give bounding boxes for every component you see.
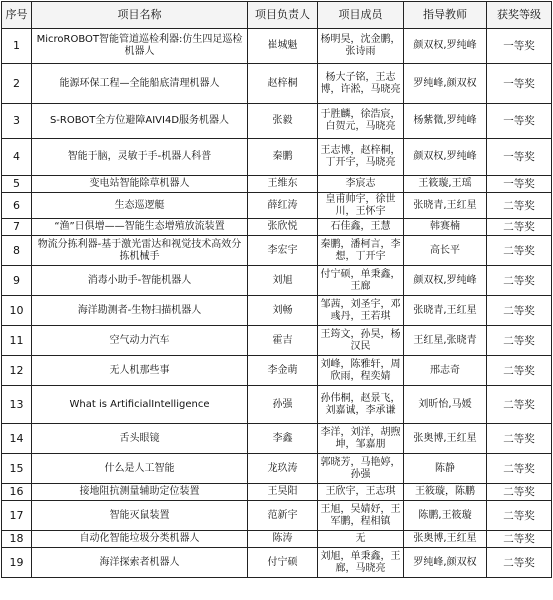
cell-advisor: 韩赛楠 xyxy=(404,219,487,236)
cell-award-level: 二等奖 xyxy=(487,356,552,386)
cell-index: 1 xyxy=(2,29,32,64)
cell-project-name: 消毒小助手-智能机器人 xyxy=(32,266,248,296)
cell-project-members: 付宁硕，单秉鑫，王廊 xyxy=(318,266,404,296)
cell-award-level: 一等奖 xyxy=(487,176,552,193)
cell-advisor: 张晓青,王红星 xyxy=(404,296,487,326)
cell-project-leader: 薛红涛 xyxy=(248,193,318,219)
cell-advisor: 罗纯峰,颜双权 xyxy=(404,548,487,578)
cell-index: 17 xyxy=(2,501,32,531)
cell-project-name: 接地阻抗测量辅助定位装置 xyxy=(32,484,248,501)
cell-project-name: 自动化智能垃圾分类机器人 xyxy=(32,531,248,548)
cell-index: 9 xyxy=(2,266,32,296)
cell-advisor: 杨紫微,罗纯峰 xyxy=(404,104,487,139)
cell-advisor: 邢志奇 xyxy=(404,356,487,386)
cell-award-level: 二等奖 xyxy=(487,424,552,454)
cell-project-leader: 孙强 xyxy=(248,386,318,424)
cell-project-members: 于胜麟，徐浩宸，白贺元，马晓亮 xyxy=(318,104,404,139)
cell-project-name: 舌头眼镜 xyxy=(32,424,248,454)
cell-award-level: 二等奖 xyxy=(487,219,552,236)
cell-index: 12 xyxy=(2,356,32,386)
table-row xyxy=(2,139,552,176)
table-row xyxy=(2,548,552,578)
cell-award-level: 二等奖 xyxy=(487,548,552,578)
table-row xyxy=(2,531,552,548)
cell-advisor: 张奥博,王红星 xyxy=(404,424,487,454)
cell-project-leader: 范新宇 xyxy=(248,501,318,531)
cell-project-members: 郭晓芳，马艳婷，孙强 xyxy=(318,454,404,484)
cell-project-name: 空气动力汽车 xyxy=(32,326,248,356)
cell-advisor: 张晓青,王红星 xyxy=(404,193,487,219)
cell-advisor: 罗纯峰,颜双权 xyxy=(404,64,487,104)
cell-award-level: 二等奖 xyxy=(487,236,552,266)
table-row xyxy=(2,296,552,326)
table-row xyxy=(2,484,552,501)
table-row xyxy=(2,29,552,64)
cell-project-name: 变电站智能除草机器人 xyxy=(32,176,248,193)
cell-project-name: 智能于脑，灵敏于手-机器人科普 xyxy=(32,139,248,176)
cell-advisor: 刘昕怡,马媛 xyxy=(404,386,487,424)
cell-advisor: 颜双权,罗纯峰 xyxy=(404,29,487,64)
cell-project-leader: 李金萌 xyxy=(248,356,318,386)
cell-advisor: 颜双权,罗纯峰 xyxy=(404,266,487,296)
cell-project-leader: 霍吉 xyxy=(248,326,318,356)
cell-project-leader: 李鑫 xyxy=(248,424,318,454)
cell-index: 19 xyxy=(2,548,32,578)
cell-project-leader: 付宁硕 xyxy=(248,548,318,578)
cell-award-level: 二等奖 xyxy=(487,326,552,356)
cell-project-name: 能源环保工程—全能船底清理机器人 xyxy=(32,64,248,104)
cell-project-name: 海洋探索者机器人 xyxy=(32,548,248,578)
cell-index: 4 xyxy=(2,139,32,176)
cell-index: 11 xyxy=(2,326,32,356)
cell-index: 16 xyxy=(2,484,32,501)
cell-advisor: 王红星,张晓青 xyxy=(404,326,487,356)
cell-project-leader: 张欣悦 xyxy=(248,219,318,236)
cell-award-level: 二等奖 xyxy=(487,484,552,501)
cell-project-leader: 崔城魁 xyxy=(248,29,318,64)
cell-project-leader: 赵梓桐 xyxy=(248,64,318,104)
cell-index: 7 xyxy=(2,219,32,236)
cell-award-level: 二等奖 xyxy=(487,454,552,484)
cell-index: 2 xyxy=(2,64,32,104)
cell-project-name: S-ROBOT全方位避障AIVI4D服务机器人 xyxy=(32,104,248,139)
header-project-leader: 项目负责人 xyxy=(248,2,318,29)
cell-index: 13 xyxy=(2,386,32,424)
cell-project-name: 物流分拣利器-基于激光雷达和视觉技术高效分拣机械手 xyxy=(32,236,248,266)
cell-award-level: 二等奖 xyxy=(487,193,552,219)
cell-project-members: 石佳鑫，王慧 xyxy=(318,219,404,236)
cell-project-members: 无 xyxy=(318,531,404,548)
cell-project-leader: 刘畅 xyxy=(248,296,318,326)
cell-index: 8 xyxy=(2,236,32,266)
table-row xyxy=(2,501,552,531)
cell-project-name: 无人机那些事 xyxy=(32,356,248,386)
cell-award-level: 二等奖 xyxy=(487,296,552,326)
cell-index: 14 xyxy=(2,424,32,454)
cell-project-members: 皇甫帅宇，徐世川，王怀宇 xyxy=(318,193,404,219)
cell-award-level: 二等奖 xyxy=(487,266,552,296)
cell-project-name: 什么是人工智能 xyxy=(32,454,248,484)
cell-index: 5 xyxy=(2,176,32,193)
cell-project-name: 生态巡逻艇 xyxy=(32,193,248,219)
cell-project-members: 杨大子铭，王志博，许淞，马晓亮 xyxy=(318,64,404,104)
cell-award-level: 二等奖 xyxy=(487,386,552,424)
table-row xyxy=(2,236,552,266)
cell-index: 18 xyxy=(2,531,32,548)
cell-advisor: 高长平 xyxy=(404,236,487,266)
cell-advisor: 陈静 xyxy=(404,454,487,484)
cell-index: 10 xyxy=(2,296,32,326)
cell-advisor: 王筱璇，陈鹏 xyxy=(404,484,487,501)
cell-index: 3 xyxy=(2,104,32,139)
awards-table xyxy=(1,1,552,578)
cell-project-members: 李宸志 xyxy=(318,176,404,193)
cell-project-name: “渔”日俱增——智能生态增殖放流装置 xyxy=(32,219,248,236)
table-row xyxy=(2,356,552,386)
cell-project-name: 智能灭鼠装置 xyxy=(32,501,248,531)
header-advisor: 指导教师 xyxy=(404,2,487,29)
table-row xyxy=(2,454,552,484)
cell-advisor: 颜双权,罗纯峰 xyxy=(404,139,487,176)
cell-project-members: 刘峰，陈雅轩，周欣雨，程奕婧 xyxy=(318,356,404,386)
cell-award-level: 一等奖 xyxy=(487,64,552,104)
table-row xyxy=(2,386,552,424)
cell-project-members: 刘旭，单秉鑫，王廊，马晓亮 xyxy=(318,548,404,578)
cell-project-leader: 王维东 xyxy=(248,176,318,193)
cell-project-name: What is ArtificialIntelligence xyxy=(32,386,248,424)
cell-advisor: 王筱璇,王瑶 xyxy=(404,176,487,193)
table-row xyxy=(2,176,552,193)
cell-project-leader: 王昊阳 xyxy=(248,484,318,501)
cell-project-leader: 秦鹏 xyxy=(248,139,318,176)
cell-award-level: 一等奖 xyxy=(487,104,552,139)
cell-project-members: 孙伟桐，赵景飞，刘嘉诚，李承谦 xyxy=(318,386,404,424)
table-row xyxy=(2,219,552,236)
table-body xyxy=(2,29,552,578)
cell-project-leader: 李宏宇 xyxy=(248,236,318,266)
table-row xyxy=(2,193,552,219)
cell-project-members: 王筠文，孙昊，杨汉民 xyxy=(318,326,404,356)
cell-project-name: 海洋勘测者-生物扫描机器人 xyxy=(32,296,248,326)
cell-award-level: 一等奖 xyxy=(487,29,552,64)
cell-project-name: MicroROBOT智能管道巡检利器:仿生四足巡检机器人 xyxy=(32,29,248,64)
header-project-members: 项目成员 xyxy=(318,2,404,29)
cell-project-members: 王欣宇，王志琪 xyxy=(318,484,404,501)
header-award-level: 获奖等级 xyxy=(487,2,552,29)
cell-award-level: 二等奖 xyxy=(487,501,552,531)
cell-project-members: 王旭，吴婧妤，王军鹏，程相镇 xyxy=(318,501,404,531)
cell-index: 15 xyxy=(2,454,32,484)
cell-advisor: 张奥博,王红星 xyxy=(404,531,487,548)
header-project-name: 项目名称 xyxy=(32,2,248,29)
cell-award-level: 一等奖 xyxy=(487,139,552,176)
table-row xyxy=(2,326,552,356)
table-row xyxy=(2,266,552,296)
table-header-row xyxy=(2,2,552,29)
cell-project-leader: 张毅 xyxy=(248,104,318,139)
cell-project-members: 秦鹏，潘柯言，李想，丁开宇 xyxy=(318,236,404,266)
cell-project-members: 李洋，刘洋，胡煦坤，邹嘉朋 xyxy=(318,424,404,454)
header-index: 序号 xyxy=(2,2,32,29)
table-row xyxy=(2,64,552,104)
cell-project-leader: 刘旭 xyxy=(248,266,318,296)
cell-project-members: 邹茜，刘圣宇，邓彧丹，王若琪 xyxy=(318,296,404,326)
table-row xyxy=(2,424,552,454)
cell-advisor: 陈鹏,王筱璇 xyxy=(404,501,487,531)
cell-award-level: 二等奖 xyxy=(487,531,552,548)
cell-index: 6 xyxy=(2,193,32,219)
cell-project-members: 王志博，赵梓桐，丁开宇，马晓亮 xyxy=(318,139,404,176)
table-row xyxy=(2,104,552,139)
cell-project-members: 杨明昊，沈金鹏，张诗雨 xyxy=(318,29,404,64)
cell-project-leader: 龙玖涛 xyxy=(248,454,318,484)
cell-project-leader: 陈涛 xyxy=(248,531,318,548)
